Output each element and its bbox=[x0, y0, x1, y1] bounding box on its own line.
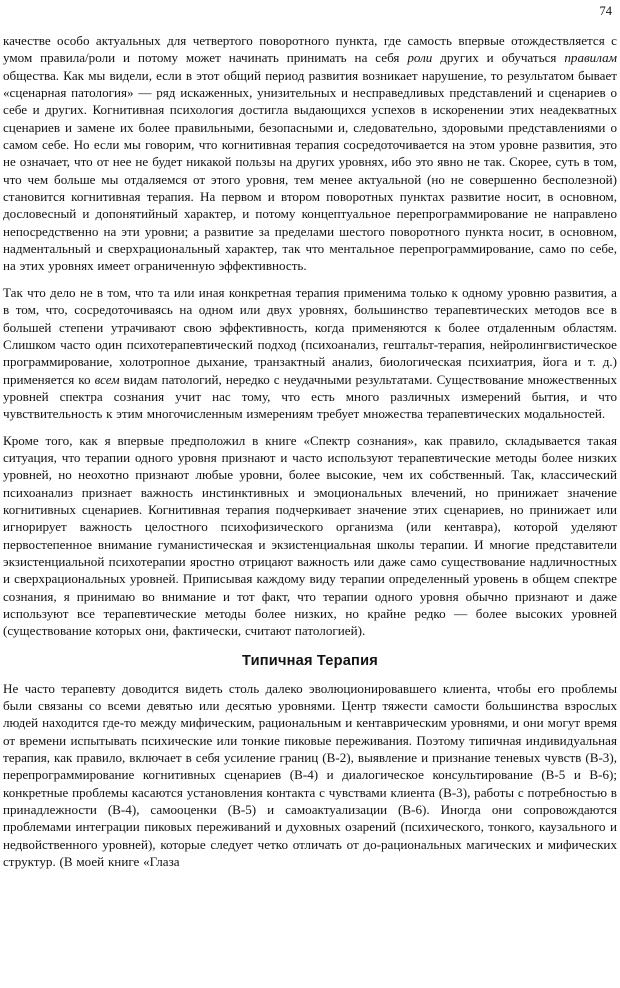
section-heading: Типичная Терапия bbox=[242, 652, 378, 669]
paragraph-3 bbox=[3, 432, 617, 640]
text-run-italic: всем bbox=[94, 371, 120, 387]
text-run: видам патологий, нередко с неудачными результатами. Существование множественных уровней спектра сознания учит нас тому, что есть много различных измерений бытия, и что чувствительность к этим многочисленным измерениям требует множества терапевтических модальностей. bbox=[3, 371, 618, 422]
paragraph-2 bbox=[3, 284, 617, 423]
text-run: других и обучаться bbox=[432, 50, 565, 66]
paragraph-1 bbox=[3, 32, 617, 275]
text-run: Так что дело не в том, что та или иная конкретная терапия применима только к одному уровню развития, а в том, что, сосредоточиваясь на одном или двух уровнях, большинство терапевтических методов все в большей степени утрачивают свою эффективность, когда применяются к более отдаленным областям. Слишком часто один психотерапевтический подход (психоанализ, гештальт-терапия, нейролингвистическое программирование, холотропное дыхание, транзактный анализ, биологическая психиатрия, йога и т. д.) применяется ко bbox=[3, 284, 617, 387]
text-run: общества. Как мы видели, если в этот общий период развития возникает нарушение, то результатом бывает «сценарная патология» — ряд искаженных, унизительных и несправедливых представлений и сценариев о себе и других. Когнитивная психология достигла выдающихся успехов в искоренении этих неадекватных сценариев и замене их более правильными, безопасными и, следовательно, здоровыми представлениями о самом себе. Но если мы говорим, что когнитивная терапия сосредоточивается на этом уровне развития, это не означает, что от нее не будет никакой пользы на других уровнях, ибо это явно не так. Скорее, суть в том, что чем больше мы отдаляемся от этого уровня, тем менее актуальной (но не совершенно бесполезной) становится когнитивная терапия. На первом и втором поворотных пунктах развитие носит, в основном, дословесный и допонятийный характер, и потому концептуальное перепрограммирование не направлено непосредственно на эти уровни; а развитие за пределами шестого поворотного пункта носит, в основном, надментальный и сверхрациональный характер, так что ментальное перепрограммирование, само по себе, на этих уровнях имеет ограниченную эффективность. bbox=[3, 67, 617, 274]
text-run-italic: роли bbox=[407, 50, 433, 66]
page-number: 74 bbox=[599, 4, 612, 18]
text-run-italic: правилам bbox=[564, 50, 617, 66]
text-run: качестве особо актуальных для четвертого поворотного пункта, где самость впервые отождествляется с умом правила/роли и потому может начинать принимать на себя bbox=[3, 33, 617, 66]
text-run: Кроме того, как я впервые предположил в книге «Спектр сознания», как правило, складывается такая ситуация, что терапии одного уровня признают и часто используют терапевтические методы более низких уровней, но неохотно признают любые уровни, более высокие, чем их собственный. Так, классический психоанализ признает важность инстинктивных и эмоциональных влечений, но принижает значение когнитивных сценариев. Когнитивная терапия подчеркивает значение этих сценариев, но принижает или игнорирует важность целостного психофизического организма (или кентавра), которой уделяют первостепенное внимание гуманистическая и экзистенциальная школы терапии. И многие представители экзистенциальной психотерапии яростно отрицают важность или даже само существование надличностных и сверхрациональных уровней. Приписывая каждому виду терапии определенный уровень в общем спектре сознания, я принимаю во внимание и тот факт, что терапии одного уровня обычно признают и даже используют все терапевтические методы более низких, но крайне редко — более высоких уровней (существование которых они, фактически, считают патологией). bbox=[3, 432, 617, 639]
text-run: Не часто терапевту доводится видеть столь далеко эволюционировавшего клиента, чтобы его проблемы были связаны со всеми девятью или десятью уровнями. Центр тяжести самости большинства взрослых людей находится где-то между мифическим, рациональным и кентаврическим уровнями, и они могут время от времени испытывать психические или тонкие пиковые переживания. Поэтому типичная индивидуальная терапия, как правило, включает в себя усиление границ (В-2), выявление и признание теневых чувств (В-3), перепрограммирование когнитивных сценариев (В-4) и диалогическое консультирование (В-5 и В-6); конкретные проблемы касаются установления контакта с чувствами клиента (В-3), работы с потребностью в принадлежности (В-4), самооценки (В-5) и самоактуализации (В-6). Иногда они сопровождаются проблемами интеграции пиковых переживаний и духовных озарений (психического, тонкого, каузального и недвойственного уровней), которые следует четко отличать от до-рациональных магических и мифических структур. (В моей книге «Глаза bbox=[3, 680, 617, 870]
paragraph-4 bbox=[3, 680, 617, 871]
